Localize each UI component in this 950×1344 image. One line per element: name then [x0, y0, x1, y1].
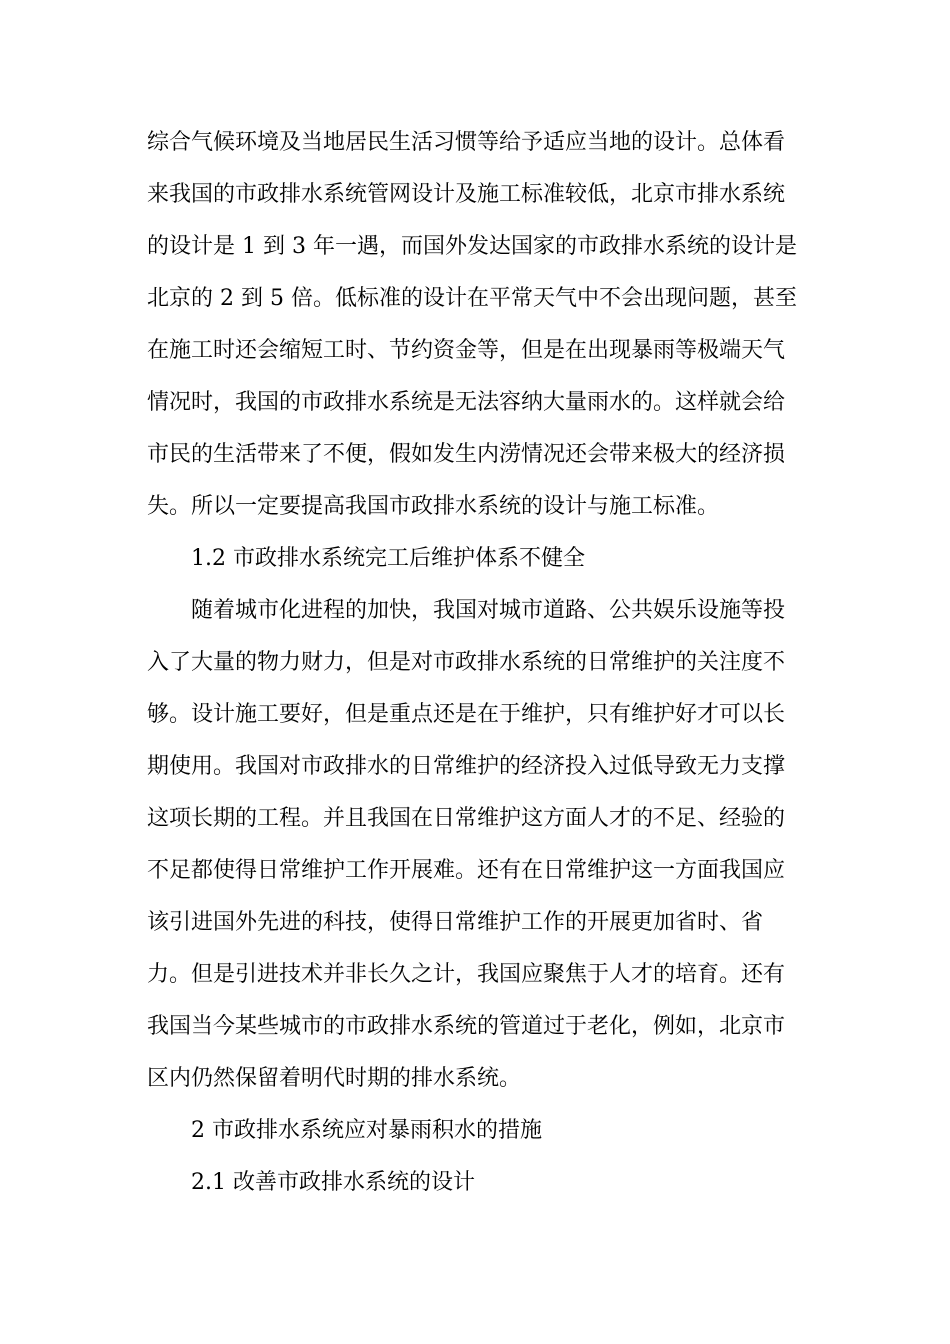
heading-text: 1.2 市政排水系统完工后维护体系不健全	[191, 546, 585, 571]
section-heading-2-1	[147, 1157, 807, 1209]
text-line: 区内仍然保留着明代时期的排水系统。	[147, 1066, 522, 1091]
section-heading-2	[147, 1105, 807, 1157]
text-line: 期使用。我国对市政排水的日常维护的经济投入过低导致无力支撑	[147, 754, 786, 779]
text-line: 在施工时还会缩短工时、节约资金等，但是在出现暴雨等极端天气	[147, 338, 786, 363]
heading-text: 2 市政排水系统应对暴雨积水的措施	[191, 1118, 542, 1143]
text-line: 来我国的市政排水系统管网设计及施工标准较低，北京市排水系统	[147, 182, 786, 207]
paragraph-climate-design-standards	[147, 117, 807, 533]
text-line: 综合气候环境及当地居民生活习惯等给予适应当地的设计。总体看	[147, 130, 786, 155]
text-line: 不足都使得日常维护工作开展难。还有在日常维护这一方面我国应	[147, 858, 786, 883]
text-line: 我国当今某些城市的市政排水系统的管道过于老化，例如，北京市	[147, 1014, 786, 1039]
section-heading-1-2	[147, 533, 807, 585]
text-line: 该引进国外先进的科技，使得日常维护工作的开展更加省时、省	[147, 910, 764, 935]
text-line: 市民的生活带来了不便，假如发生内涝情况还会带来极大的经济损	[147, 442, 786, 467]
text-line: 失。所以一定要提高我国市政排水系统的设计与施工标准。	[147, 494, 720, 519]
text-line: 的设计是 1 到 3 年一遇，而国外发达国家的市政排水系统的设计是	[147, 234, 797, 259]
text-line: 情况时，我国的市政排水系统是无法容纳大量雨水的。这样就会给	[147, 390, 786, 415]
text-line: 入了大量的物力财力，但是对市政排水系统的日常维护的关注度不	[147, 650, 786, 675]
text-line: 随着城市化进程的加快，我国对城市道路、公共娱乐设施等投	[191, 598, 786, 623]
text-line: 力。但是引进技术并非长久之计，我国应聚焦于人才的培育。还有	[147, 962, 786, 987]
text-line: 这项长期的工程。并且我国在日常维护这方面人才的不足、经验的	[147, 806, 786, 831]
text-line: 够。设计施工要好，但是重点还是在于维护，只有维护好才可以长	[147, 702, 786, 727]
paragraph-maintenance	[147, 585, 807, 1105]
text-line: 北京的 2 到 5 倍。低标准的设计在平常天气中不会出现问题，甚至	[147, 286, 797, 311]
document-body	[147, 117, 807, 1209]
heading-text: 2.1 改善市政排水系统的设计	[191, 1170, 475, 1195]
